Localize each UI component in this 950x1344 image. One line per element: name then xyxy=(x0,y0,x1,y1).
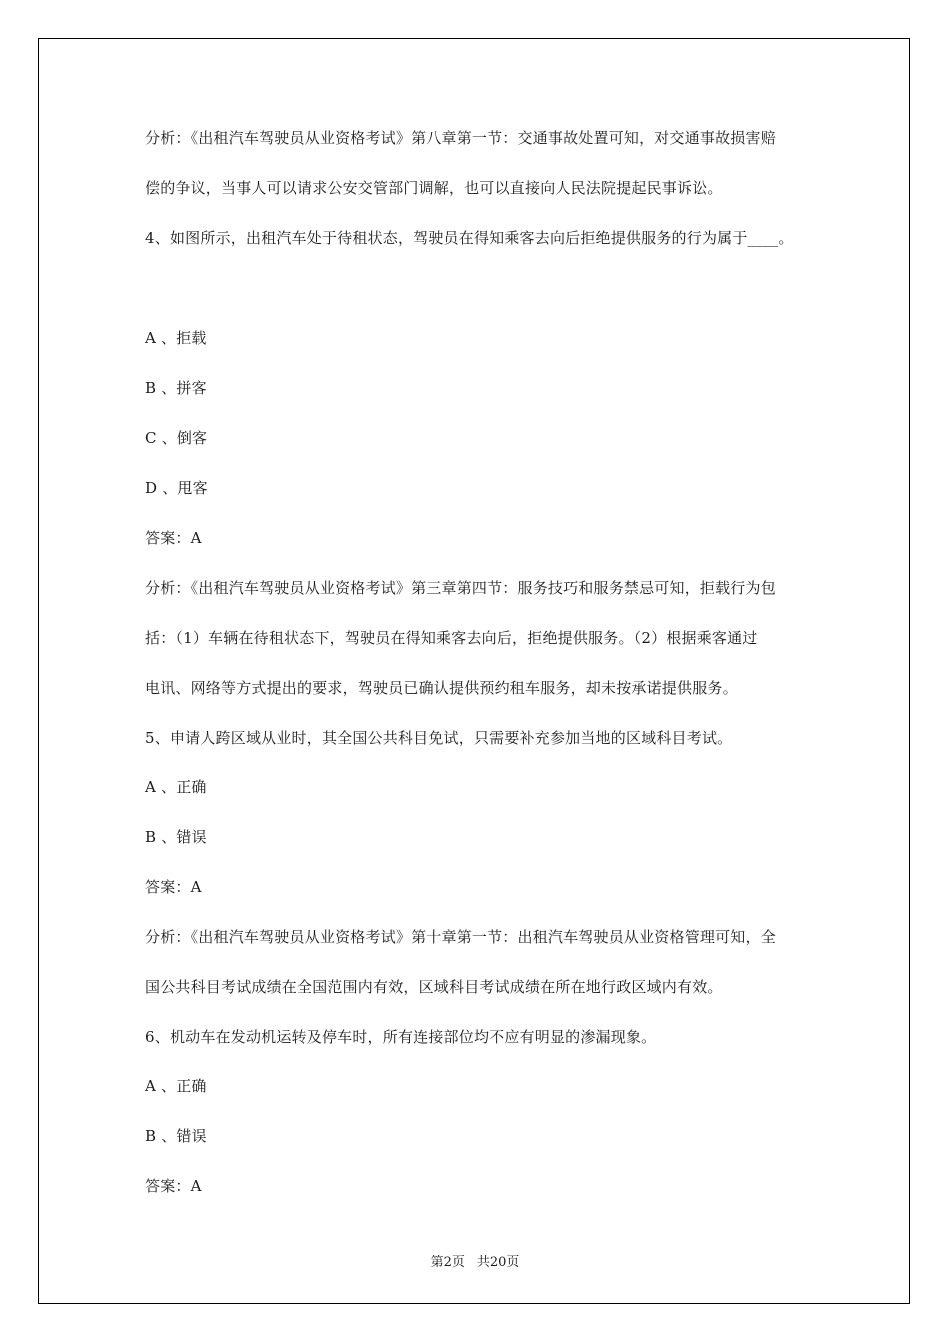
q5-option-b: B 、错误 xyxy=(145,828,207,846)
question-6: 6、机动车在发动机运转及停车时，所有连接部位均不应有明显的渗漏现象。 xyxy=(145,1028,657,1046)
q4-option-b: B 、拼客 xyxy=(145,379,207,397)
analysis-q5-line2: 国公共科目考试成绩在全国范围内有效，区域科目考试成绩在所在地行政区域内有效。 xyxy=(145,978,723,996)
analysis-q3-line1: 分析：《出租汽车驾驶员从业资格考试》第八章第一节：交通事故处置可知，对交通事故损害赔 xyxy=(145,129,776,147)
q5-answer: 答案：A xyxy=(145,878,202,896)
q4-option-c: C 、倒客 xyxy=(145,429,208,447)
q6-answer: 答案：A xyxy=(145,1177,202,1195)
page-number: 第2页 xyxy=(430,1255,465,1270)
q4-answer: 答案：A xyxy=(145,529,202,547)
q6-option-a: A 、正确 xyxy=(145,1077,207,1095)
analysis-q4-line1: 分析：《出租汽车驾驶员从业资格考试》第三章第四节：服务技巧和服务禁忌可知，拒载行为包 xyxy=(145,579,776,597)
analysis-q5-line1: 分析：《出租汽车驾驶员从业资格考试》第十章第一节：出租汽车驾驶员从业资格管理可知，全 xyxy=(145,928,776,946)
q4-option-d: D 、甩客 xyxy=(145,479,208,497)
q4-option-a: A 、拒载 xyxy=(145,329,207,347)
page-total: 共20页 xyxy=(476,1255,520,1270)
page-footer xyxy=(0,1251,950,1270)
question-5: 5、申请人跨区域从业时，其全国公共科目免试，只需要补充参加当地的区域科目考试。 xyxy=(145,729,733,747)
q6-option-b: B 、错误 xyxy=(145,1127,207,1145)
question-4: 4、如图所示，出租汽车处于待租状态，驾驶员在得知乘客去向后拒绝提供服务的行为属于____。 xyxy=(145,229,794,247)
analysis-q4-line3: 电讯、网络等方式提出的要求，驾驶员已确认提供预约租车服务，却未按承诺提供服务。 xyxy=(145,679,738,697)
q5-option-a: A 、正确 xyxy=(145,778,207,796)
analysis-q3-line2: 偿的争议，当事人可以请求公安交管部门调解，也可以直接向人民法院提起民事诉讼。 xyxy=(145,179,723,197)
analysis-q4-line2: 括：（1）车辆在待租状态下，驾驶员在得知乘客去向后，拒绝提供服务。（2）根据乘客通过 xyxy=(145,629,758,647)
